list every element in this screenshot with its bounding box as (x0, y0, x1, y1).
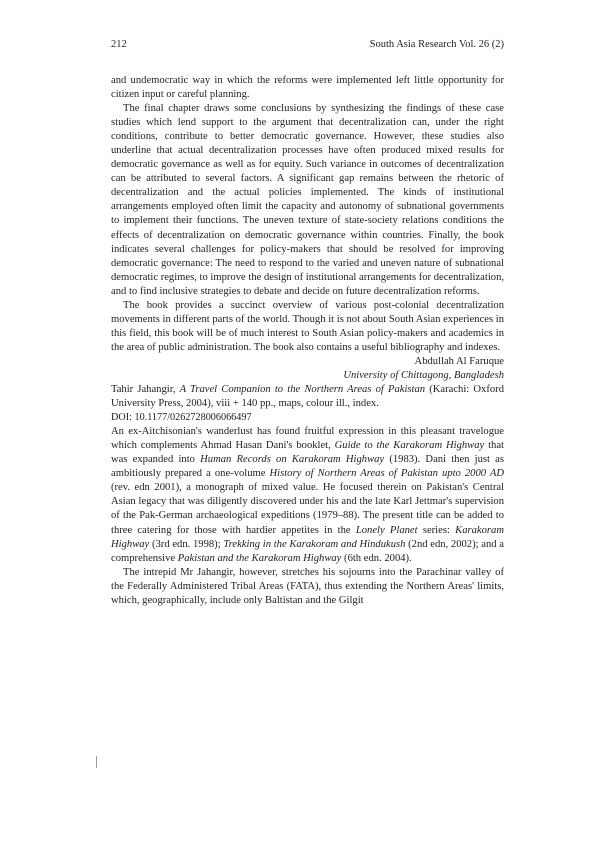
book-title: Human Records on Karakoram Highway (200, 454, 385, 466)
book-title: Trekking in the Karakoram and Hindukush (223, 538, 406, 550)
citation-details: (Karachi: Oxford University Press, 2004), viii + 140 pp., maps, colour ill., index. (111, 384, 504, 410)
citation-author: Tahir Jahangir, (111, 384, 176, 396)
reviewer-name: Abdullah Al Faruque (414, 355, 504, 367)
running-head: South Asia Research Vol. 26 (2) (369, 39, 504, 50)
citation-title: A Travel Companion to the Northern Areas of Pakistan (179, 384, 426, 396)
margin-mark (96, 756, 97, 768)
page-number: 212 (111, 39, 127, 50)
book-title: Guide to the Karakoram Highway (334, 440, 485, 452)
book-citation (111, 383, 504, 411)
review-paragraph: and undemocratic way in which the reforms were implemented left little opportunity for citizen input or careful planning. (111, 75, 504, 101)
page-header (111, 38, 504, 52)
citation-doi: DOI: 10.1177/0262728006066497 (111, 412, 252, 424)
review-paragraph: The intrepid Mr Jahangir, however, stretches his sojourns into the Parachinar valley of the Federally Administered Tribal Areas (FATA), thus extending the Northern Areas' limits, which, geographically, include only Baltistan and the Gilgit (111, 566, 504, 606)
book-title: Karakoram Highway (111, 524, 504, 550)
reviewer-affiliation: University of Chittagong, Bangladesh (343, 369, 504, 381)
page-body (111, 74, 504, 608)
review-paragraph: An ex-Aitchisonian's wanderlust has found fruitful expression in this pleasant travelogue which complements Ahmad Hasan Dani's booklet, Guide to the Karakoram Highway that was expanded into Human Records on Karakoram Highway (1983). Dani then just as ambitiously prepared a one-volume History of Northern Areas of Pakistan upto 2000 AD (rev. edn 2001), a monograph of mixed value. He focused therein on Pakistan's Central Asian legacy that was diligently discovered under his and the late Karl Jettmar's supervision of the Pak-German archaeological expeditions (1979–88). The present title can be added to three catering for those with hardier appetites in the Lonely Planet series: Karakoram Highway (3rd edn. 1998); Trekking in the Karakoram and Hindukush (2nd edn, 2002); and a comprehensive Pakistan and the Karakoram Highway (6th edn. 2004). (111, 426, 504, 564)
series-name: Lonely Planet (355, 524, 418, 536)
book-title: History of Northern Areas of Pakistan upto 2000 AD (269, 468, 504, 480)
review-paragraph: The final chapter draws some conclusions by synthesizing the findings of these case studies which lend support to the argument that decentralization can, under the right conditions, contribute to better democratic governance. However, these studies also underline that actual decentralization processes have often produced mixed results for democratic governance as well as for equity. Such variance in outcomes of decentralization can be attributed to several factors. A significant gap remains between the rhetoric of decentralization and the actual policies implemented. The kinds of institutional arrangements employed often limit the capacity and autonomy of subnational governments to implement their functions. The uneven texture of state-society relations conditions the effects of decentralization on democratic governance within countries. Finally, the book indicates several challenges for policy-makers that should be resolved for improving democratic governance: The need to respond to the varied and uneven nature of subnational democratic regimes, to improve the design of institutional arrangements for decentralization, and to find inclusive strategies to debate and decide on future decentralization reforms. (111, 103, 505, 297)
review-paragraph: The book provides a succinct overview of various post-colonial decentralization movements in different parts of the world. Though it is not about South Asian experiences in this field, this book will be of much interest to South Asian policy-makers and academics in the area of public administration. The book also contains a useful bibliography and indexes. (111, 299, 504, 353)
book-title: Pakistan and the Karakoram Highway (177, 552, 342, 564)
